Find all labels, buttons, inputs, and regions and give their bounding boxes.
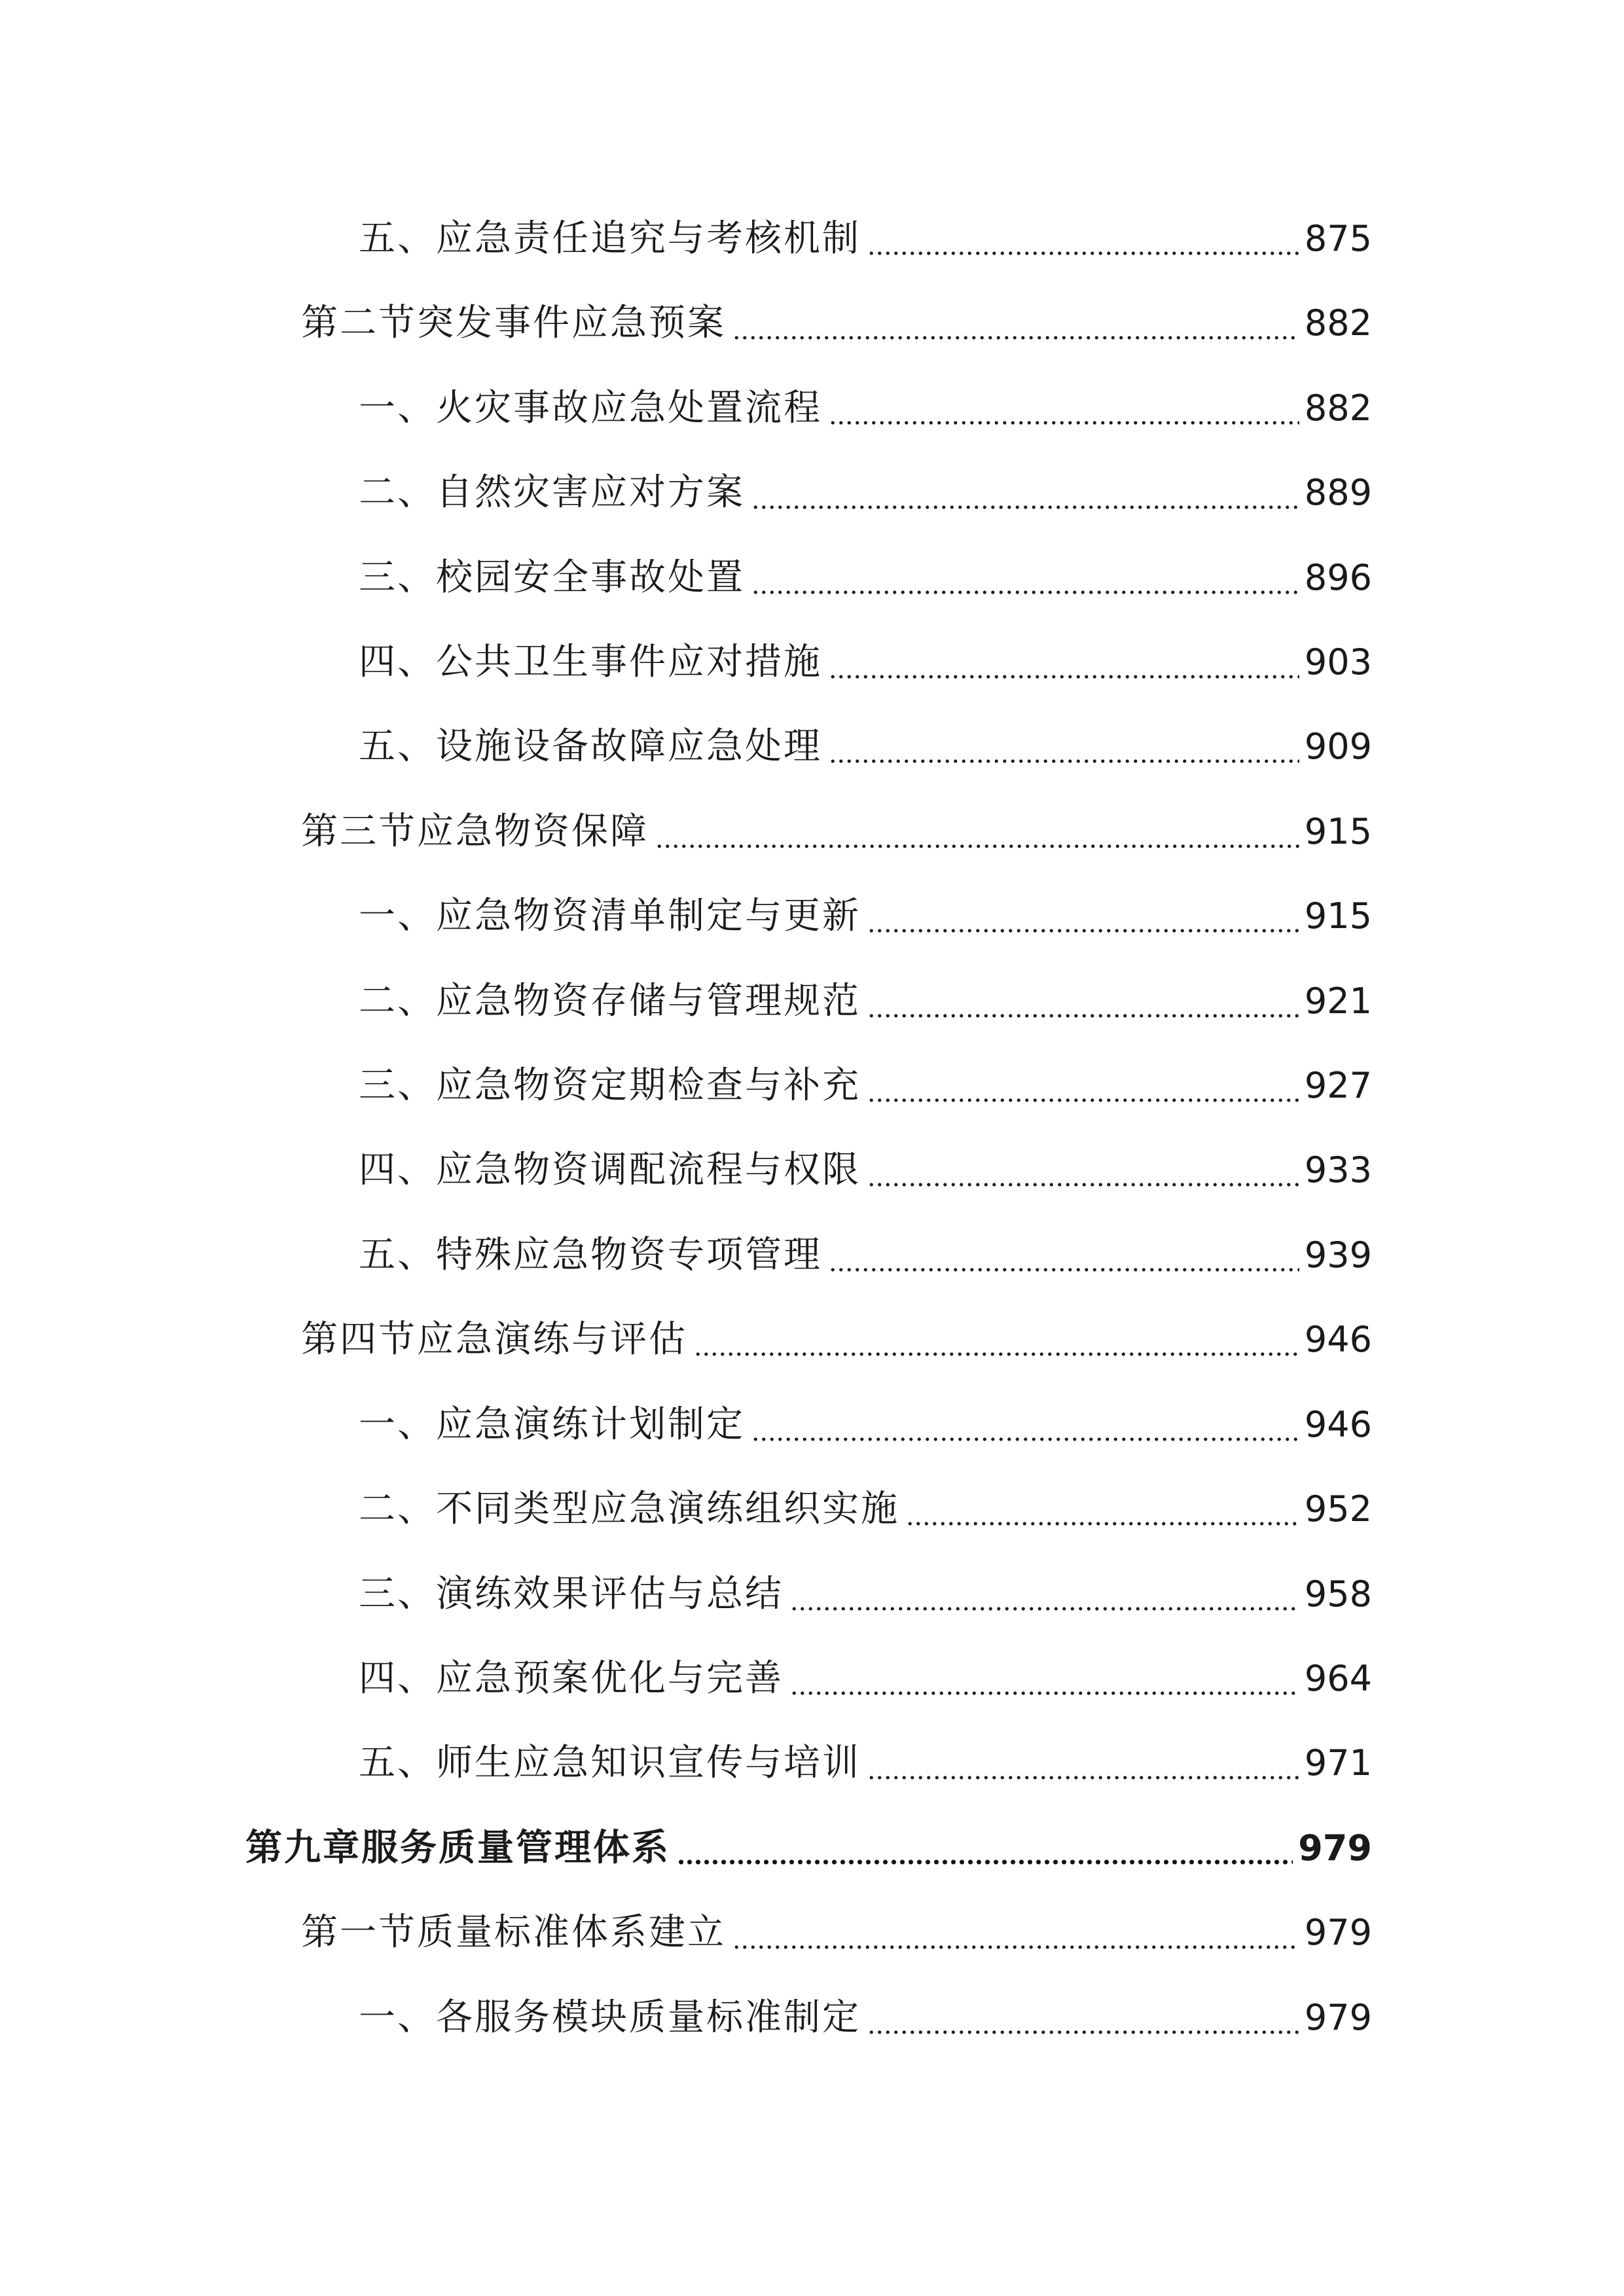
toc-entry-page: 979 <box>1304 1997 1372 2038</box>
toc-entry-title: 一、应急演练计划制定 <box>359 1403 745 1446</box>
toc-entry-title: 一、应急物资清单制定与更新 <box>359 895 861 937</box>
toc-entry-page: 979 <box>1298 1827 1372 1869</box>
toc-entry-item[interactable] <box>359 975 1372 1028</box>
toc-dot-leader <box>655 806 1299 858</box>
toc-entry-item[interactable] <box>359 213 1372 265</box>
toc-dot-leader <box>732 297 1299 350</box>
toc-entry-page: 939 <box>1304 1234 1372 1276</box>
toc-entry-title: 二、应急物资存储与管理规范 <box>359 980 861 1022</box>
toc-dot-leader <box>829 1229 1299 1282</box>
toc-entry-item[interactable] <box>359 467 1372 519</box>
toc-entry-page: 971 <box>1304 1742 1372 1784</box>
toc-dot-leader <box>790 1653 1299 1705</box>
toc-entry-section[interactable] <box>301 297 1372 350</box>
toc-dot-leader <box>906 1483 1299 1535</box>
toc-dot-leader <box>751 467 1299 519</box>
toc-entry-page: 979 <box>1304 1912 1372 1953</box>
toc-dot-leader <box>867 1144 1299 1196</box>
toc-dot-leader <box>867 975 1299 1028</box>
toc-dot-leader <box>867 1992 1299 2044</box>
toc-entry-title: 三、演练效果评估与总结 <box>359 1573 784 1615</box>
toc-entry-title: 四、公共卫生事件应对措施 <box>359 641 822 683</box>
toc-entry-item[interactable] <box>359 1229 1372 1282</box>
toc-entry-page: 882 <box>1304 302 1372 344</box>
toc-entry-item[interactable] <box>359 636 1372 689</box>
toc-entry-page: 964 <box>1304 1658 1372 1699</box>
toc-entry-page: 915 <box>1304 811 1372 852</box>
toc-dot-leader <box>867 890 1299 942</box>
toc-dot-leader <box>867 213 1299 265</box>
toc-entry-page: 921 <box>1304 980 1372 1022</box>
toc-entry-page: 875 <box>1304 218 1372 259</box>
toc-entry-page: 909 <box>1304 726 1372 767</box>
toc-entry-title: 一、各服务模块质量标准制定 <box>359 1996 861 2039</box>
toc-entry-item[interactable] <box>359 1060 1372 1112</box>
toc-entry-item[interactable] <box>359 382 1372 435</box>
toc-entry-title: 第九章服务质量管理体系 <box>245 1827 670 1869</box>
toc-entry-item[interactable] <box>359 1399 1372 1451</box>
toc-entry-item[interactable] <box>359 552 1372 604</box>
toc-dot-leader <box>751 1399 1299 1451</box>
toc-dot-leader <box>829 721 1299 773</box>
toc-entry-section[interactable] <box>301 1907 1372 1959</box>
toc-dot-leader <box>751 552 1299 604</box>
toc-entry-item[interactable] <box>359 1737 1372 1789</box>
toc-entry-section[interactable] <box>301 806 1372 858</box>
toc-dot-leader <box>829 382 1299 435</box>
toc-entry-page: 896 <box>1304 557 1372 598</box>
toc-entry-title: 第一节质量标准体系建立 <box>301 1911 726 1954</box>
toc-dot-leader <box>867 1737 1299 1789</box>
toc-entry-page: 946 <box>1304 1319 1372 1360</box>
toc-entry-item[interactable] <box>359 890 1372 942</box>
toc-dot-leader <box>867 1060 1299 1112</box>
toc-entry-page: 958 <box>1304 1573 1372 1615</box>
toc-entry-title: 第三节应急物资保障 <box>301 810 649 853</box>
toc-entry-item[interactable] <box>359 1144 1372 1196</box>
toc-entry-section[interactable] <box>301 1314 1372 1366</box>
toc-entry-page: 889 <box>1304 472 1372 513</box>
toc-entry-chapter[interactable] <box>245 1822 1372 1874</box>
toc-dot-leader <box>677 1822 1293 1874</box>
toc-entry-page: 903 <box>1304 641 1372 683</box>
toc-entry-item[interactable] <box>359 1653 1372 1705</box>
toc-dot-leader <box>732 1907 1299 1959</box>
toc-entry-title: 五、应急责任追究与考核机制 <box>359 217 861 260</box>
toc-entry-page: 927 <box>1304 1065 1372 1106</box>
toc-entry-page: 946 <box>1304 1404 1372 1445</box>
toc-dot-leader <box>694 1314 1299 1366</box>
toc-entry-item[interactable] <box>359 1568 1372 1621</box>
toc-entry-title: 二、不同类型应急演练组织实施 <box>359 1488 899 1530</box>
toc-entry-page: 933 <box>1304 1149 1372 1191</box>
toc-entry-title: 三、应急物资定期检查与补充 <box>359 1064 861 1107</box>
toc-entry-page: 915 <box>1304 895 1372 937</box>
toc-dot-leader <box>829 636 1299 689</box>
toc-entry-item[interactable] <box>359 721 1372 773</box>
toc-entry-title: 三、校园安全事故处置 <box>359 556 745 599</box>
toc-entry-title: 二、自然灾害应对方案 <box>359 471 745 514</box>
toc-entry-title: 一、火灾事故应急处置流程 <box>359 387 822 429</box>
toc-entry-title: 五、师生应急知识宣传与培训 <box>359 1742 861 1784</box>
toc-entry-title: 四、应急物资调配流程与权限 <box>359 1149 861 1191</box>
toc-entry-title: 五、特殊应急物资专项管理 <box>359 1234 822 1276</box>
toc-entry-title: 第二节突发事件应急预案 <box>301 302 726 344</box>
toc-entry-title: 第四节应急演练与评估 <box>301 1318 687 1361</box>
toc-entry-item[interactable] <box>359 1992 1372 2044</box>
toc-entry-title: 四、应急预案优化与完善 <box>359 1657 784 1700</box>
toc-dot-leader <box>790 1568 1299 1621</box>
toc-entry-title: 五、设施设备故障应急处理 <box>359 725 822 768</box>
toc-entry-page: 882 <box>1304 387 1372 429</box>
toc-entry-page: 952 <box>1304 1488 1372 1530</box>
toc-entry-item[interactable] <box>359 1483 1372 1535</box>
